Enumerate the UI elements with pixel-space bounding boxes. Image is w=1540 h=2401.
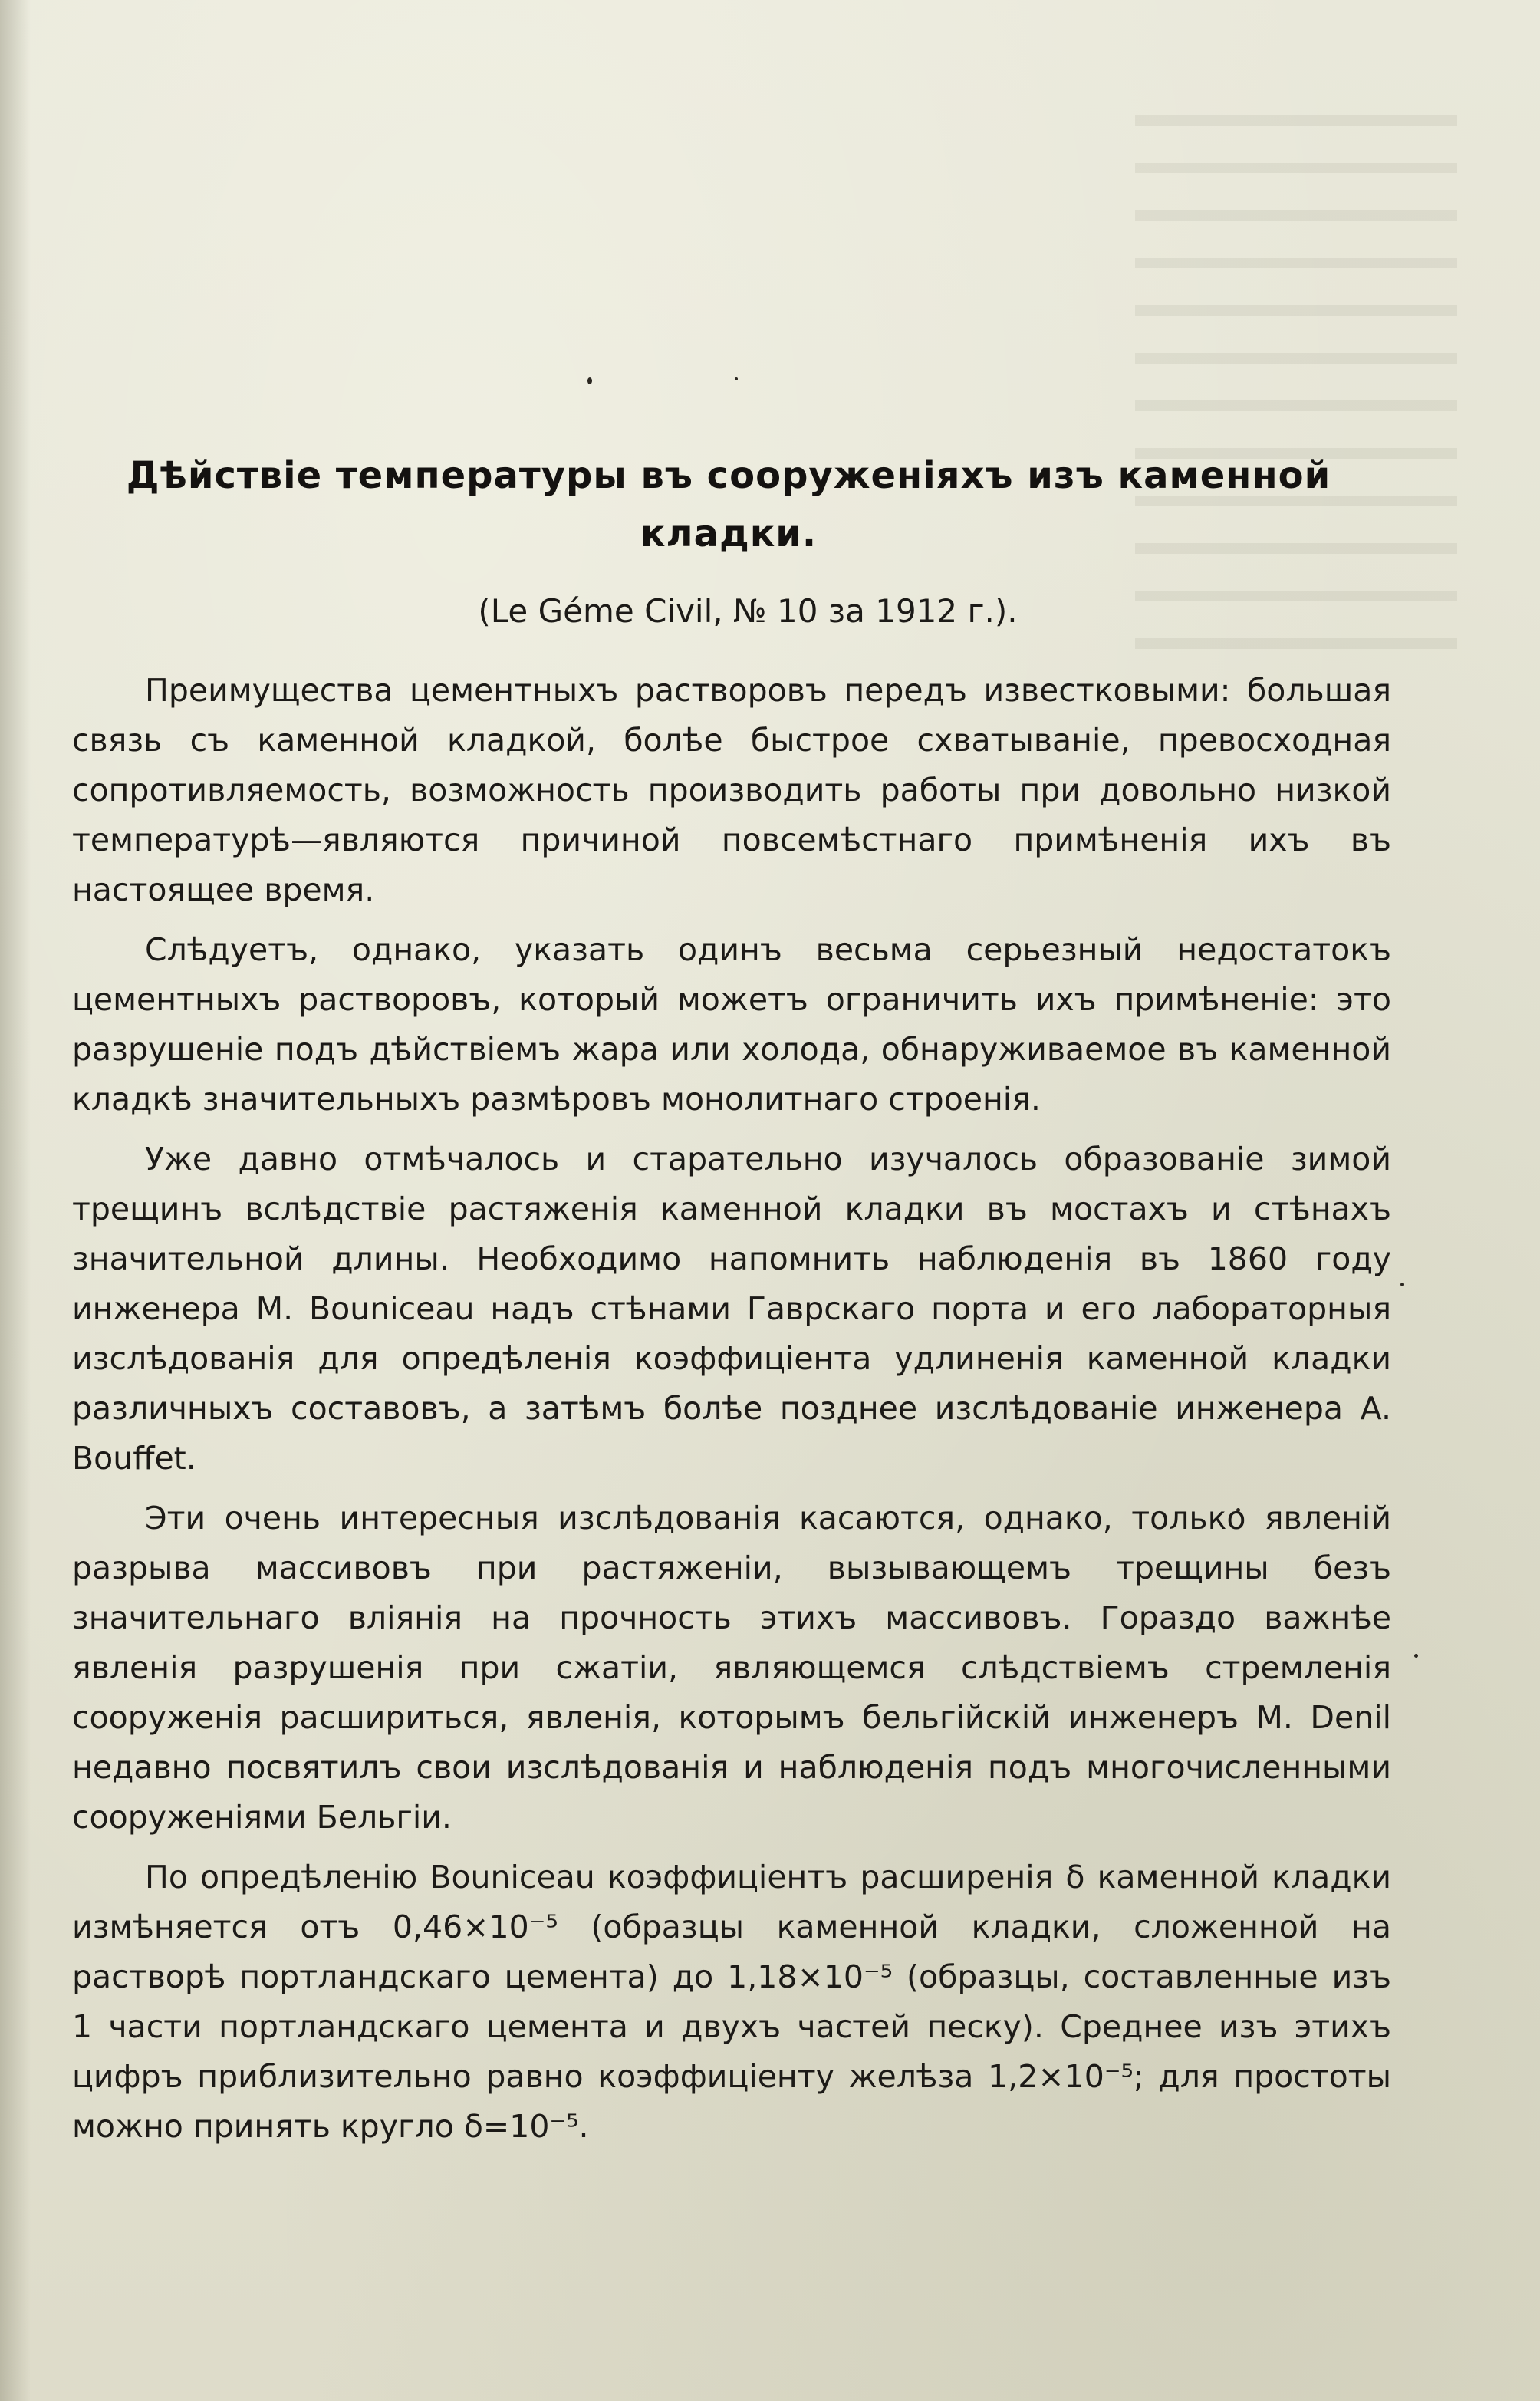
ink-speck	[587, 377, 592, 384]
article-title-line-1: Дѣйствіе температуры въ сооруженіяхъ изъ каменной	[126, 454, 1331, 497]
page-edge-shadow	[0, 0, 31, 2401]
paragraph-5: По опредѣленію Bouniceau коэффиціентъ расширенія δ каменной кладки измѣняется отъ 0,46×10⁻⁵ (образцы каменной кладки, сложенной на растворѣ портландскаго цемента) до 1,18×10⁻⁵ (образцы, составленные изъ 1 части портландскаго цемента и двухъ частей песку). Среднее изъ этихъ цифръ приблизительно равно коэффиціенту желѣза 1,2×10⁻⁵; для простоты можно принять кругло δ=10⁻⁵.	[72, 1859, 1391, 2145]
article-body	[72, 666, 1391, 2162]
paragraph-4: Эти очень интересныя изслѣдованія касаются, однако, только явленій разрыва массивовъ при растяженіи, вызывающемъ трещины безъ значительнаго вліянія на прочность этихъ массивовъ. Гораздо важнѣе явленія разрушенія при сжатіи, являющемся слѣдствіемъ стремленія сооруженія расшириться, явленія, которымъ бельгійскій инженеръ M. Denil недавно посвятилъ свои изслѣдованія и наблюденія подъ многочисленными сооруженіями Бельгіи.	[72, 1500, 1391, 1836]
paragraph-3: Уже давно отмѣчалось и старательно изучалось образованіе зимой трещинъ вслѣдствіе растяженія каменной кладки въ мостахъ и стѣнахъ значительной длины. Необходимо напомнить наблюденія въ 1860 году инженера M. Bouniceau надъ стѣнами Гаврскаго порта и его лабораторныя изслѣдованія для опредѣленія коэффиціента удлиненія каменной кладки различныхъ составовъ, а затѣмъ болѣе позднее изслѣдованіе инженера A. Bouffet.	[72, 1141, 1391, 1477]
bleed-through-text	[1135, 115, 1457, 652]
article-title-line-2: кладки.	[640, 512, 818, 555]
paragraph-2: Слѣдуетъ, однако, указать одинъ весьма серьезный недостатокъ цементныхъ растворовъ, который можетъ ограничить ихъ примѣненіе: это разрушеніе подъ дѣйствіемъ жара или холода, обнаруживаемое въ каменной кладкѣ значительныхъ размѣровъ монолитнаго строенія.	[72, 931, 1391, 1118]
source-citation: (Le Géme Civil, № 10 за 1912 г.).	[478, 592, 1018, 630]
ink-speck	[735, 377, 738, 380]
ink-speck	[1400, 1283, 1404, 1286]
paragraph-1: Преимущества цементныхъ растворовъ передъ известковыми: большая связь съ каменной кладкой, болѣе быстрое схватываніе, превосходная сопротивляемость, возможность производить работы при довольно низкой температурѣ—являются причиной повсемѣстнаго примѣненія ихъ въ настоящее время.	[72, 672, 1391, 908]
ink-speck	[1414, 1654, 1418, 1658]
